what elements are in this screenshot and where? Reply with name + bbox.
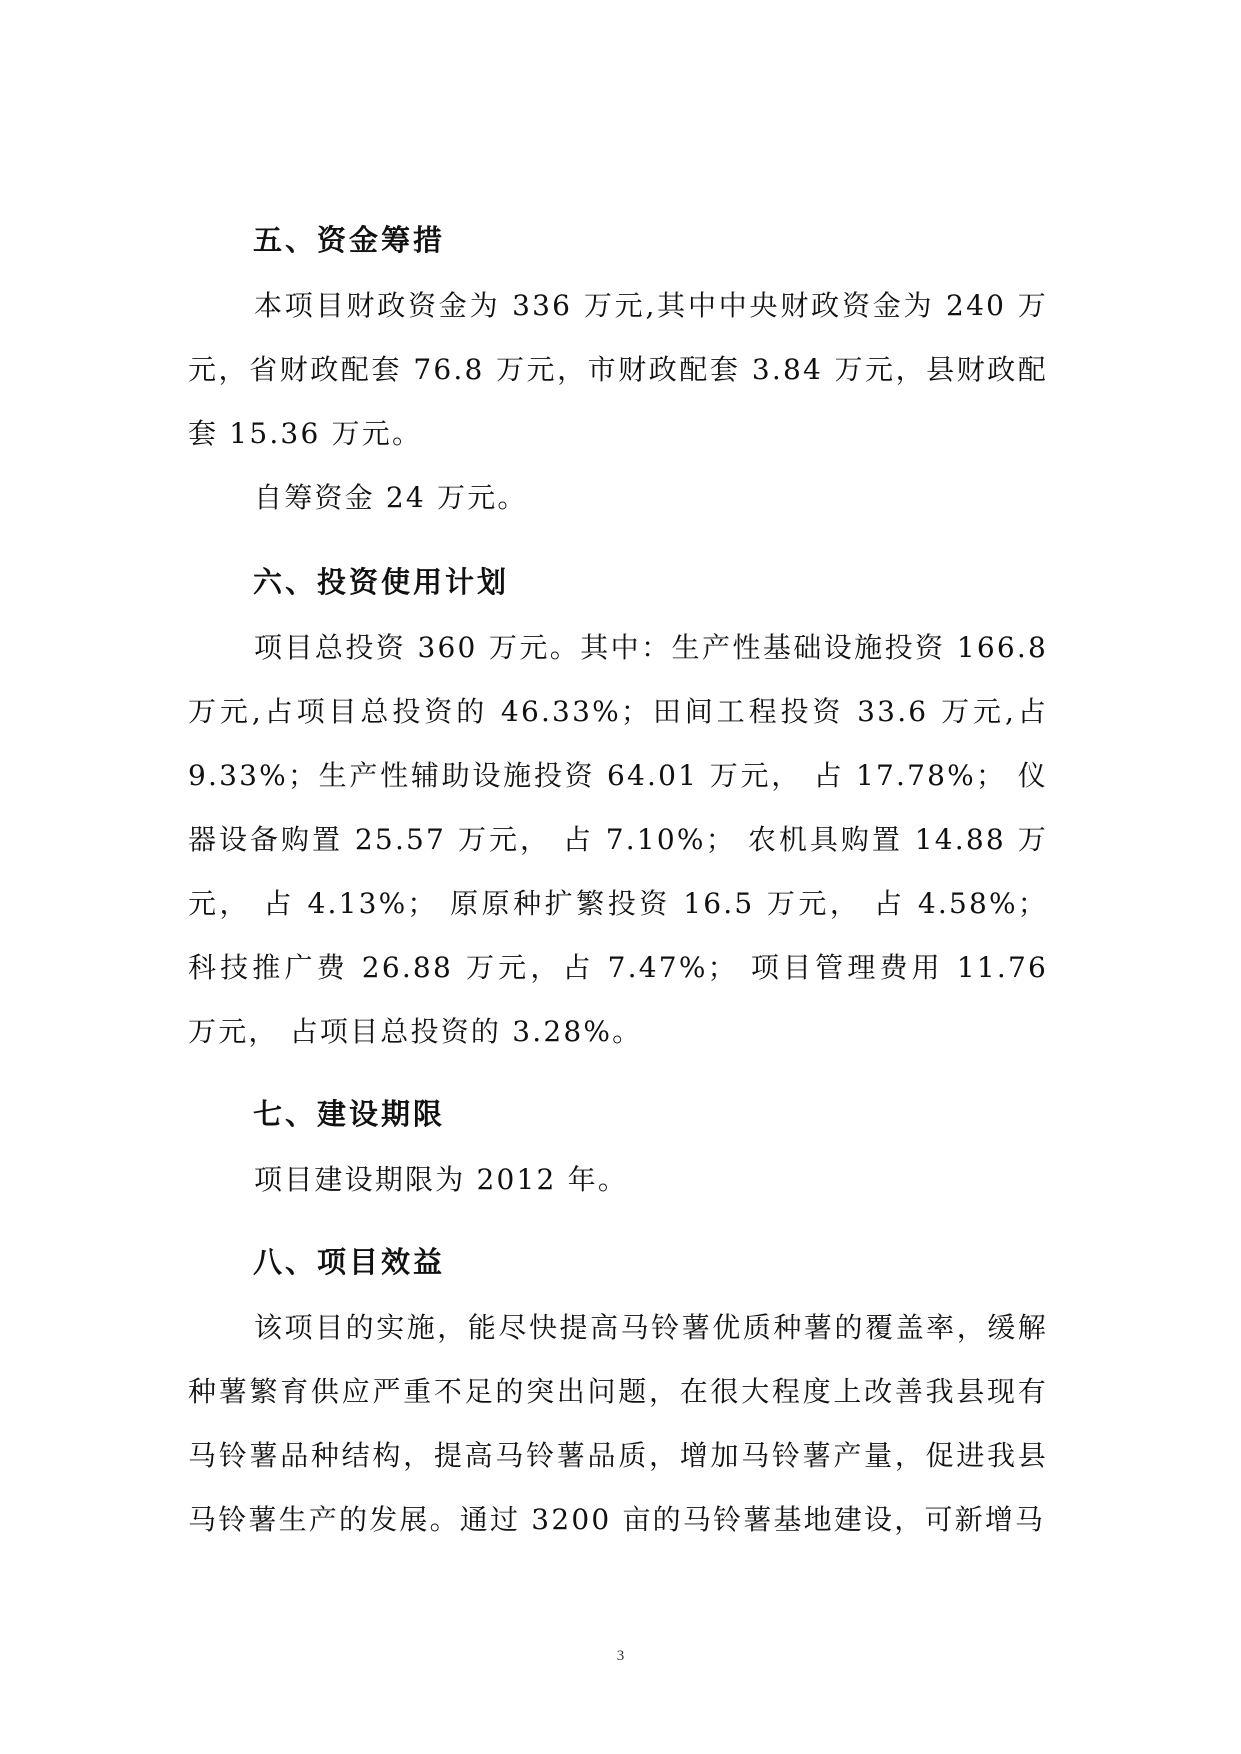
investment-plan-paragraph: 项目总投资 360 万元。其中：生产性基础设施投资 166.8 万元,占项目总投资的 46.33%；田间工程投资 33.6 万元,占 9.33%；生产性辅助设施投资 64.01 万元， 占 17.78%； 仪器设备购置 25.57 万元， 占 7.10%； 农机具购置 14.88 万元， 占 4.13%； 原原种扩繁投资 16.5 万元， 占 4.58%； 科技推广费 26.88 万元，占 7.47%； 项目管理费用 11.76 万元， 占项目总投资的 3.28%。 [188, 631, 1048, 1048]
page-content [188, 223, 1048, 1552]
page-number: 3 [616, 1648, 625, 1664]
funding-paragraph: 本项目财政资金为 336 万元,其中中央财政资金为 240 万元，省财政配套 76.8 万元，市财政配套 3.84 万元，县财政配套 15.36 万元。 [188, 289, 1048, 450]
self-raised-funds-paragraph: 自筹资金 24 万元。 [254, 481, 528, 514]
section-heading-investment: 六、投资使用计划 [253, 565, 510, 599]
section-heading-construction-period: 七、建设期限 [253, 1097, 446, 1131]
section-heading-benefits: 八、项目效益 [253, 1245, 446, 1279]
section-heading-funding: 五、资金筹措 [253, 223, 446, 257]
benefits-paragraph: 该项目的实施，能尽快提高马铃薯优质种薯的覆盖率，缓解种薯繁育供应严重不足的突出问题，在很大程度上改善我县现有马铃薯品种结构，提高马铃薯品质，增加马铃薯产量，促进我县马铃薯生产的发展。通过 3200 亩的马铃薯基地建设，可新增马 [188, 1311, 1048, 1536]
construction-period-paragraph: 项目建设期限为 2012 年。 [254, 1163, 629, 1196]
